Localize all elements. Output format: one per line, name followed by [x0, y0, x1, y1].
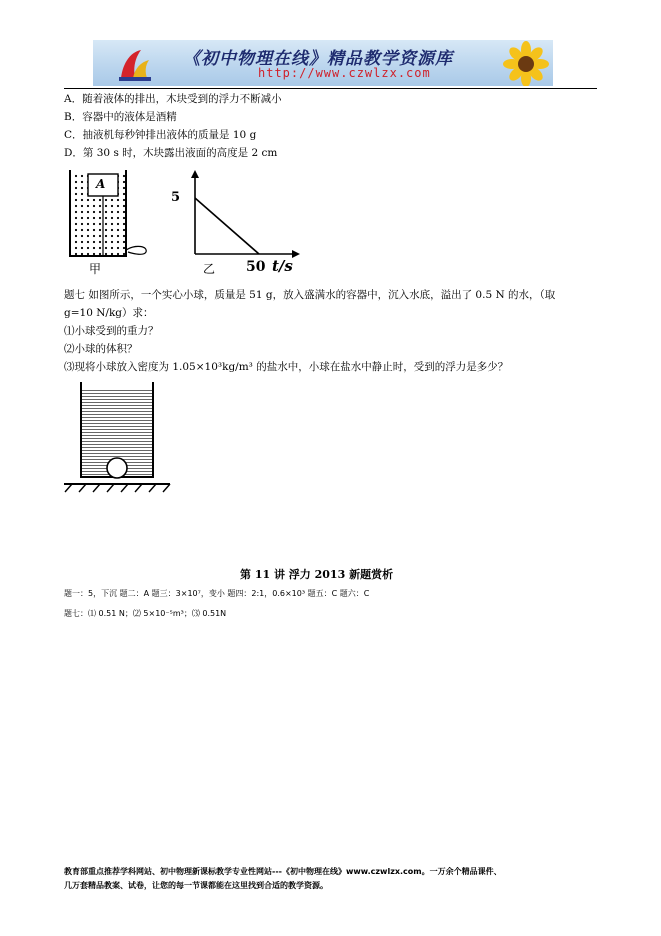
option-a: A．随着液体的排出，木块受到的浮力不断减小	[64, 93, 282, 105]
site-logo-icon	[115, 44, 155, 84]
sunflower-icon	[498, 40, 553, 86]
ball	[107, 458, 127, 478]
container-jia	[70, 170, 146, 256]
ground-hatch	[65, 484, 170, 492]
y-tick-label: 5	[171, 190, 181, 205]
footer-line2: 几万套精品教案、试卷，让您的每一节课都能在这里找到合适的教学资源。	[64, 881, 328, 890]
banner-url[interactable]: http://www.czwlzx.com	[258, 66, 431, 80]
header-rule	[64, 88, 597, 89]
answers-title: 第 11 讲 浮力 2013 新题赏析	[240, 568, 394, 581]
option-d: D．第 30 s 时，木块露出液面的高度是 2 cm	[64, 147, 278, 159]
header-banner	[93, 40, 553, 86]
option-c: C．抽液机每秒钟排出液体的质量是 10 g	[64, 129, 257, 141]
caption-jia: 甲	[89, 262, 102, 276]
graph-line	[195, 198, 259, 254]
caption-yi: 乙	[203, 262, 216, 276]
figure-container-ball	[62, 380, 172, 495]
banner-title: 《初中物理在线》精品教学资源库	[183, 49, 453, 69]
q7-part2: ⑵小球的体积？	[64, 343, 138, 355]
answers-row2: 题七：⑴ 0.51 N；⑵ 5×10⁻⁵m³；⑶ 0.51N	[64, 609, 227, 618]
x-tick-label: 50	[246, 259, 266, 275]
q7-part1: ⑴小球受到的重力？	[64, 325, 159, 337]
answers-row1: 题一：5，下沉 题二：A 题三：3×10⁷，变小 题四：2:1，0.6×10³ 题五：C 题六：C	[64, 589, 370, 598]
q7-line2: g=10 N/kg）求：	[64, 307, 154, 319]
footer-line1: 教育部重点推荐学科网站、初中物理新课标教学专业性网站---《初中物理在线》www.czwlzx.com。一万余个精品课件、	[64, 867, 502, 876]
option-b: B．容器中的液体是酒精	[64, 111, 177, 123]
outlet-pipe	[126, 246, 146, 254]
graph-yi	[191, 170, 300, 258]
q7-line1: 题七 如图所示，一个实心小球，质量是 51 g，放入盛满水的容器中，沉入水底，溢出了 0.5 N 的水，（取	[64, 289, 556, 301]
block-label: A	[96, 177, 106, 191]
q7-part3: ⑶现将小球放入密度为 1.05×10³kg/m³ 的盐水中，小球在盐水中静止时，受到的浮力是多少？	[64, 361, 509, 373]
x-axis-unit: t/s	[272, 257, 293, 275]
